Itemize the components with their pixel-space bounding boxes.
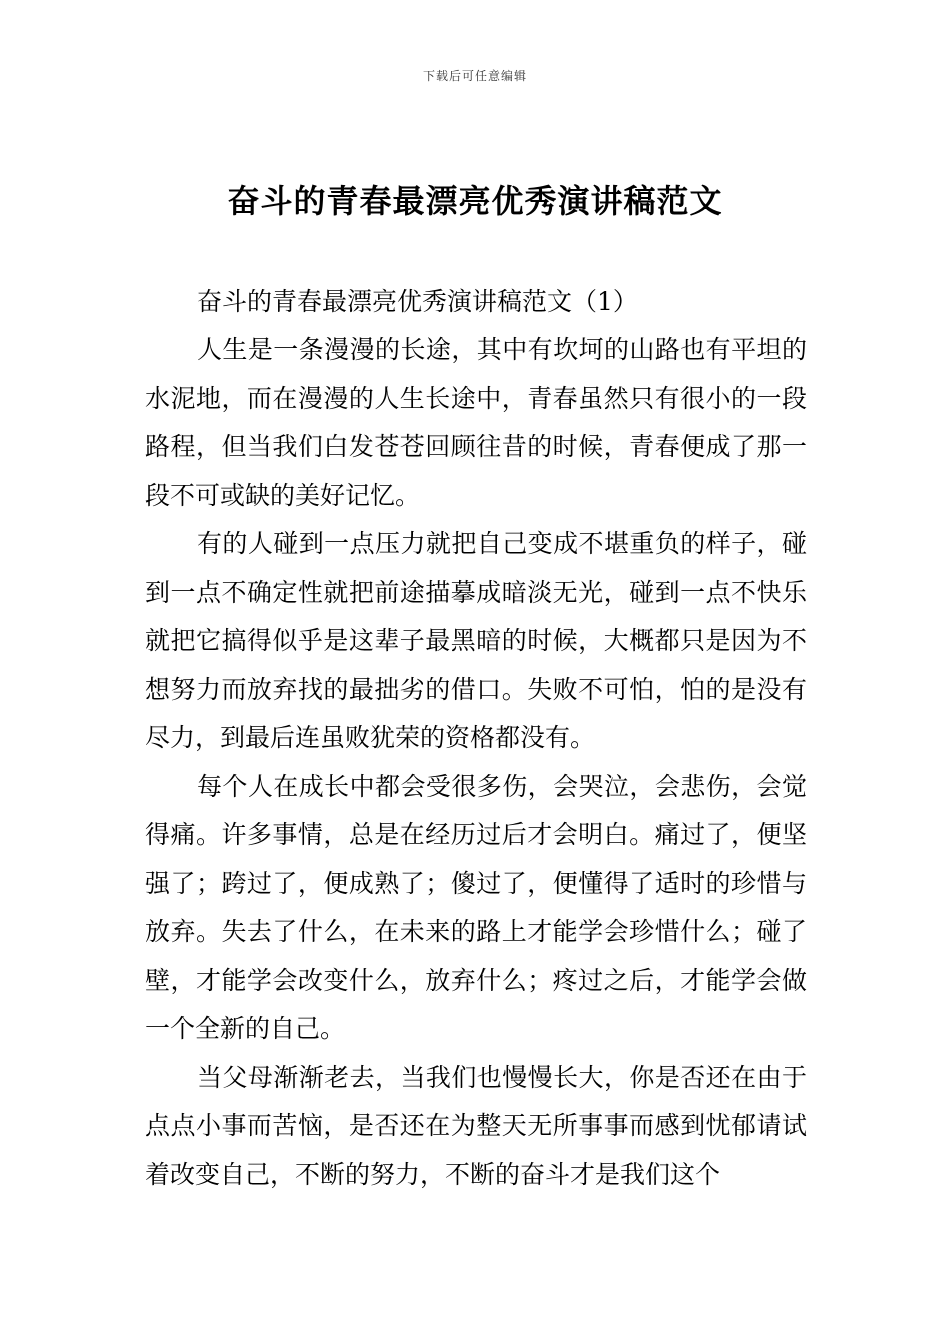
header-note: 下载后可任意编辑 <box>422 69 527 83</box>
paragraph-4: 当父母渐渐老去，当我们也慢慢长大，你是否还在由于点点小事而苦恼，是否还在为整天无所事事而感到忧郁请试着改变自己，不断的努力，不断的奋斗才是我们这个 <box>145 1062 807 1189</box>
paragraph-2: 有的人碰到一点压力就把自己变成不堪重负的样子，碰到一点不确定性就把前途描摹成暗淡无光，碰到一点不快乐就把它搞得似乎是这辈子最黑暗的时候，大概都只是因为不想努力而放弃找的最拙劣的借口。失败不可怕，怕的是没有尽力，到最后连虽败犹荣的资格都没有。 <box>145 529 807 752</box>
section-subtitle: 奋斗的青春最漂亮优秀演讲稿范文（1） <box>197 287 638 316</box>
document-body <box>145 278 807 1199</box>
paragraph-1: 人生是一条漫漫的长途，其中有坎坷的山路也有平坦的水泥地，而在漫漫的人生长途中，青春虽然只有很小的一段路程，但当我们白发苍苍回顾往昔的时候，青春便成了那一段不可或缺的美好记忆。 <box>145 335 807 510</box>
document-title: 奋斗的青春最漂亮优秀演讲稿范文 <box>227 182 723 220</box>
paragraph-3: 每个人在成长中都会受很多伤，会哭泣，会悲伤，会觉得痛。许多事情，总是在经历过后才会明白。痛过了，便坚强了；跨过了，便成熟了；傻过了，便懂得了适时的珍惜与放弃。失去了什么，在未来的路上才能学会珍惜什么；碰了壁，才能学会改变什么，放弃什么；疼过之后，才能学会做一个全新的自己。 <box>145 771 807 1043</box>
